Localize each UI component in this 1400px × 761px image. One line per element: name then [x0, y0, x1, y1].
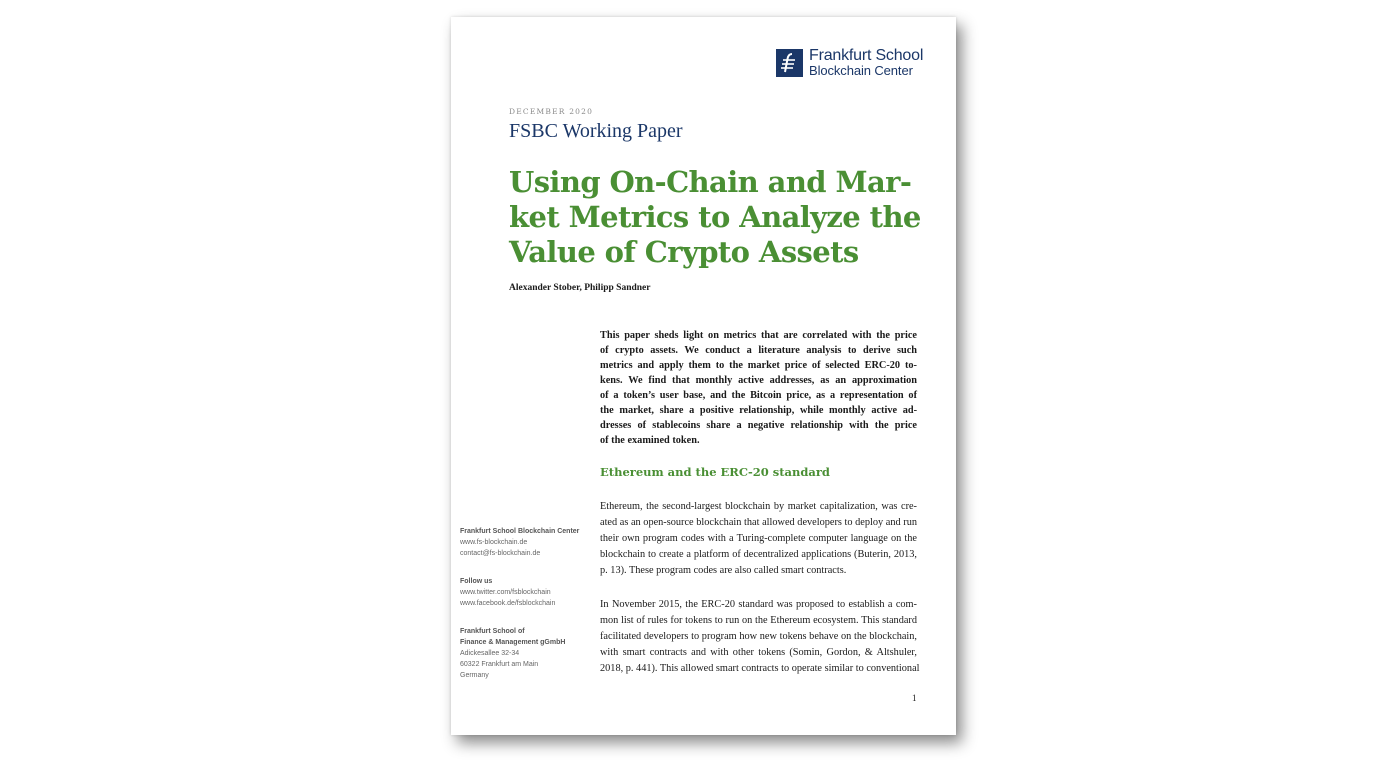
paragraph-line: ated as an open-source blockchain that allowed developers to deploy and run	[600, 517, 917, 528]
paper-title	[509, 165, 929, 270]
abstract-line: metrics and apply them to the market price of selected ERC-20 to-	[600, 360, 917, 371]
abstract-line: of the examined token.	[600, 435, 700, 446]
logo-text-line2: Blockchain Center	[809, 63, 913, 78]
paragraph-line: mon list of rules for tokens to run on the Ethereum ecosystem. This standard	[600, 615, 917, 626]
abstract-line: the market, share a positive relationship, while monthly active ad-	[600, 405, 917, 416]
sidebar-website-link[interactable]: www.fs-blockchain.de	[460, 539, 528, 546]
sidebar-contact-heading: Frankfurt School Blockchain Center	[460, 528, 580, 535]
sidebar-facebook-link[interactable]: www.facebook.de/fsblockchain	[460, 600, 556, 607]
logo-text-line1: Frankfurt School	[809, 47, 924, 64]
abstract-line: of a token’s user base, and the Bitcoin price, as a representation of	[600, 390, 917, 401]
fs-logo-icon	[776, 49, 803, 77]
publication-date: DECEMBER 2020	[509, 107, 594, 116]
abstract-line: of crypto assets. We conduct a literature analysis to derive such	[600, 345, 917, 356]
document-page	[451, 17, 956, 735]
sidebar-address-street: Adickesallee 32-34	[460, 650, 520, 657]
sidebar-address-country: Germany	[460, 672, 489, 679]
abstract-line: This paper sheds light on metrics that are correlated with the price	[600, 330, 917, 341]
body-paragraph-1	[600, 499, 917, 579]
paragraph-line: their own program codes with a Turing-complete computer language on the	[600, 533, 917, 544]
paragraph-line: p. 13). These program codes are also called smart contracts.	[600, 565, 847, 576]
paragraph-line: with smart contracts and with other tokens (Somin, Gordon, & Altshuler,	[600, 647, 917, 658]
title-line: ket Metrics to Analyze the	[509, 200, 921, 234]
authors: Alexander Stober, Philipp Sandner	[509, 283, 651, 293]
sidebar-twitter-link[interactable]: www.twitter.com/fsblockchain	[460, 589, 551, 596]
abstract-line: dresses of stablecoins share a negative relationship with the price	[600, 420, 917, 431]
paragraph-line: Ethereum, the second-largest blockchain by market capitalization, was cre-	[600, 501, 917, 512]
title-line: Using On-Chain and Mar-	[509, 165, 912, 199]
section-heading: Ethereum and the ERC-20 standard	[600, 465, 830, 479]
paragraph-line: facilitated developers to program how new tokens behave on the blockchain,	[600, 631, 917, 642]
sidebar-follow	[460, 576, 590, 609]
fs-logo	[776, 47, 926, 79]
sidebar-address-city: 60322 Frankfurt am Main	[460, 661, 539, 668]
page-number: 1	[912, 693, 917, 703]
sidebar-contact	[460, 526, 590, 559]
paragraph-line: blockchain to create a platform of decentralized applications (Buterin, 2013,	[600, 549, 917, 560]
paragraph-line: 2018, p. 441). This allowed smart contracts to operate similar to conventional	[600, 663, 920, 674]
sidebar-address-heading-2: Finance & Management gGmbH	[460, 639, 566, 646]
paper-series: FSBC Working Paper	[509, 120, 683, 142]
abstract-line: kens. We find that monthly active addresses, as an approximation	[600, 375, 917, 386]
title-line: Value of Crypto Assets	[509, 235, 859, 269]
abstract	[600, 328, 917, 448]
body-paragraph-2	[600, 597, 920, 677]
paragraph-line: In November 2015, the ERC-20 standard was proposed to establish a com-	[600, 599, 917, 610]
sidebar-address	[460, 626, 590, 681]
sidebar-email-link[interactable]: contact@fs-blockchain.de	[460, 550, 541, 557]
sidebar-follow-heading: Follow us	[460, 578, 493, 585]
sidebar-address-heading-1: Frankfurt School of	[460, 628, 525, 635]
